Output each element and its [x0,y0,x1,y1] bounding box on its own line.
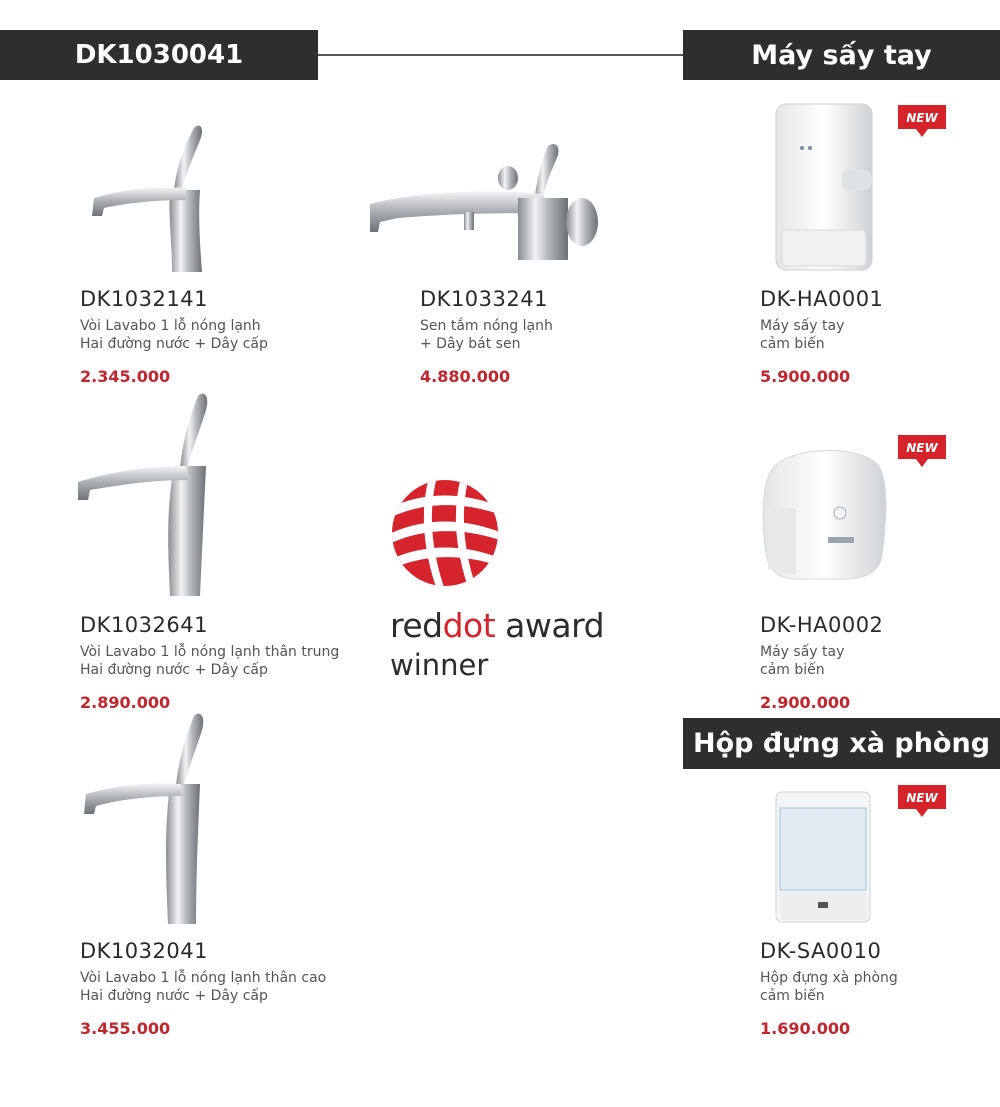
product-description [80,969,380,1005]
product-description-line2: Hai đường nước + Dây cấp [80,988,268,1004]
new-badge-dryer-2 [898,435,946,473]
product-description-line1: Vòi Lavabo 1 lỗ nóng lạnh thân cao [80,970,327,986]
product-card [760,287,990,386]
product-code: DK1032141 [80,287,208,311]
product-price: 2.890.000 [80,693,171,712]
reddot-ball-icon [390,478,500,588]
reddot-wordmark [390,606,604,645]
product-description-line1: Máy sấy tay [760,644,845,660]
header-divider [318,54,683,56]
product-code: DK1033241 [420,287,548,311]
section-header-soap-dispenser-label: Hộp đựng xà phòng [692,728,991,759]
product-description-line1: Sen tắm nóng lạnh [420,318,553,334]
product-description-line2: Hai đường nước + Dây cấp [80,336,268,352]
product-price: 3.455.000 [80,1019,171,1038]
product-card [760,613,990,712]
reddot-winner-label: winner [390,648,489,682]
product-description-line2: + Dây bát sen [420,336,521,352]
product-price: 2.900.000 [760,693,851,712]
shower-mixer-image [368,142,608,270]
product-description-line2: cảm biến [760,662,825,678]
product-card [760,939,990,1038]
product-description-line1: Vòi Lavabo 1 lỗ nóng lạnh [80,318,261,334]
reddot-wordmark-dot: dot [442,606,496,645]
section-header-hand-dryer [683,30,1000,80]
new-badge-dryer-1-label: NEW [906,111,938,125]
faucet-medium-image [76,390,216,600]
product-description [760,643,990,679]
product-description-line1: Máy sấy tay [760,318,845,334]
product-price: 5.900.000 [760,367,851,386]
new-badge-dryer-1 [898,105,946,143]
product-description [760,969,990,1005]
new-badge-soap [898,785,946,823]
product-code: DK1032041 [80,939,208,963]
reddot-wordmark-red: red [390,606,443,645]
section-header-series-label: DK1030041 [74,40,244,70]
new-badge-soap-label: NEW [906,791,938,805]
product-card [420,287,720,386]
new-badge-dryer-2-label: NEW [906,441,938,455]
product-description [80,643,380,679]
section-header-soap-dispenser [683,718,1000,769]
product-card [80,287,380,386]
product-description-line2: Hai đường nước + Dây cấp [80,662,268,678]
product-description-line1: Vòi Lavabo 1 lỗ nóng lạnh thân trung [80,644,340,660]
product-card [80,939,380,1038]
product-description [80,317,380,353]
product-description [420,317,720,353]
product-code: DK-HA0001 [760,287,884,311]
hand-dryer-compact-image [756,445,890,585]
faucet-tall-image [82,712,212,927]
product-price: 2.345.000 [80,367,171,386]
product-description-line2: cảm biến [760,336,825,352]
product-price: 4.880.000 [420,367,511,386]
product-card [80,613,380,712]
reddot-award-logo [390,478,610,688]
product-code: DK-SA0010 [760,939,882,963]
product-code: DK1032641 [80,613,208,637]
product-description-line2: cảm biến [760,988,825,1004]
section-header-hand-dryer-label: Máy sấy tay [751,39,932,71]
hand-dryer-upright-image [772,100,876,275]
product-code: DK-HA0002 [760,613,884,637]
product-price: 1.690.000 [760,1019,851,1038]
soap-dispenser-image [772,790,874,925]
reddot-wordmark-award: award [495,606,605,645]
product-description [760,317,990,353]
section-header-series [0,30,318,80]
faucet-short-image [90,120,210,275]
product-description-line1: Hộp đựng xà phòng [760,970,898,986]
